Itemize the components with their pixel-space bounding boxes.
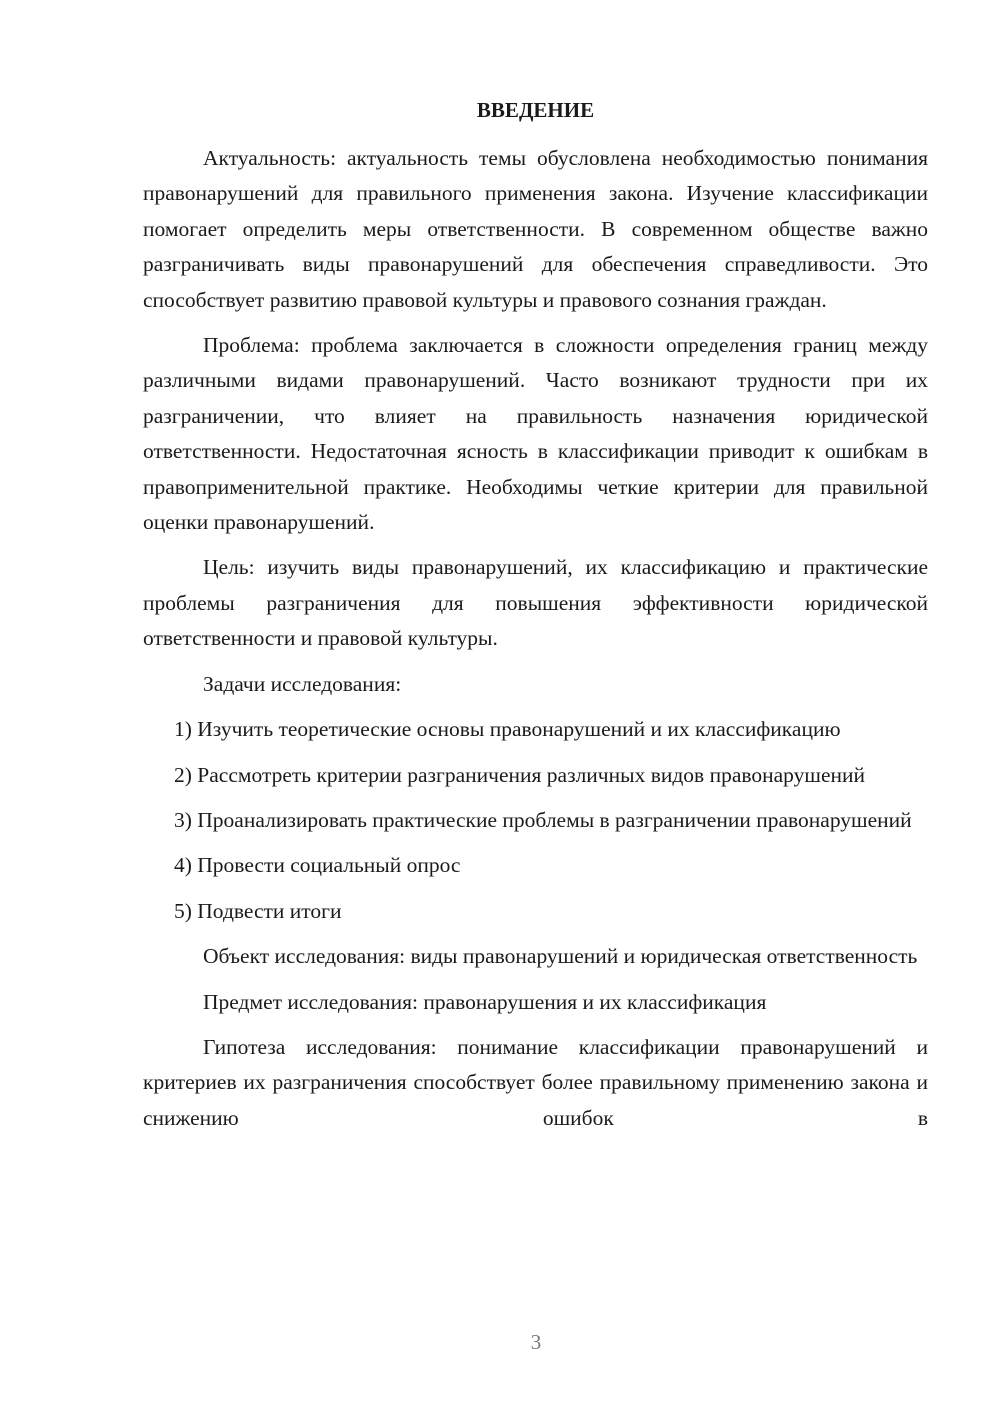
page-number: 3 bbox=[530, 1330, 542, 1354]
paragraph-relevance: Актуальность: актуальность темы обусловлена необходимостью понимания правонарушений для правильного применения закона. Изучение классификации помогает определить меры ответственности. В современном обществе важно разграничивать виды правонарушений для обеспечения справедливости. Это способствует развитию правовой культуры и правового сознания граждан. bbox=[143, 146, 928, 312]
paragraph-object: Объект исследования: виды правонарушений и юридическая ответственность bbox=[203, 944, 918, 969]
section-title: ВВЕДЕНИЕ bbox=[476, 98, 595, 122]
paragraph-hypothesis: Гипотеза исследования: понимание классификации правонарушений и критериев их разграничения способствует более правильному применению закона и снижению ошибок в bbox=[143, 1034, 928, 1130]
task-item-4: 4) Провести социальный опрос bbox=[174, 853, 461, 878]
task-item-1: 1) Изучить теоретические основы правонарушений и их классификацию bbox=[174, 717, 841, 742]
task-item-3: 3) Проанализировать практические проблемы в разграничении правонарушений bbox=[174, 807, 912, 832]
paragraph-subject: Предмет исследования: правонарушения и их классификация bbox=[203, 989, 767, 1014]
task-item-2: 2) Рассмотреть критерии разграничения различных видов правонарушений bbox=[174, 762, 866, 787]
paragraph-problem: Проблема: проблема заключается в сложности определения границ между различными видами правонарушений. Часто возникают трудности при их разграничении, что влияет на правильность назначения юридической ответственности. Недостаточная ясность в классификации приводит к ошибкам в правоприменительной практике. Необходимы четкие критерии для правильной оценки правонарушений. bbox=[143, 333, 928, 535]
document-page bbox=[143, 93, 928, 1146]
task-item-5: 5) Подвести итоги bbox=[174, 898, 342, 923]
tasks-heading: Задачи исследования: bbox=[203, 671, 402, 696]
paragraph-goal: Цель: изучить виды правонарушений, их классификацию и практические проблемы разграничения для повышения эффективности юридической ответственности и правовой культуры. bbox=[143, 555, 928, 651]
